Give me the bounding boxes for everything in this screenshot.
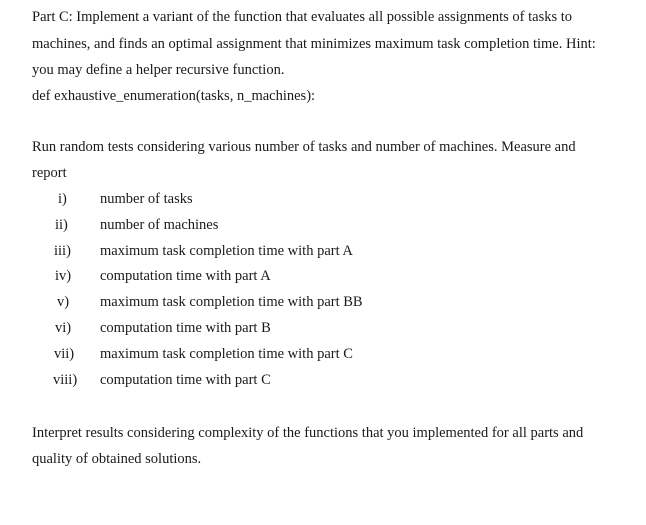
list-item-number: viii) (53, 372, 78, 388)
list-item-number: ii) (55, 217, 68, 233)
list-item-text: number of tasks (100, 191, 193, 207)
interpret-line-1: Interpret results considering complexity of the functions that you implemented for all parts and (32, 425, 584, 441)
tests-line-1: Run random tests considering various number of tasks and number of machines. Measure and (32, 139, 576, 155)
list-item-number: vi) (55, 320, 72, 336)
list-item-text: computation time with part C (100, 372, 271, 388)
part-c-line-3: you may define a helper recursive function. (32, 62, 285, 78)
part-c-line-2: machines, and finds an optimal assignment that minimizes maximum task completion time. Hint: (32, 36, 596, 52)
list-item-text: number of machines (100, 217, 219, 233)
list-item-text: maximum task completion time with part BB (100, 294, 363, 310)
list-item-number: i) (58, 191, 67, 207)
list-item-number: vii) (54, 346, 75, 362)
list-item-number: v) (57, 294, 70, 310)
list-item-text: computation time with part A (100, 268, 271, 284)
code-signature: def exhaustive_enumeration(tasks, n_machines): (32, 88, 316, 104)
list-item-text: maximum task completion time with part A (100, 243, 353, 259)
list-item-text: computation time with part B (100, 320, 271, 336)
tests-line-2: report (32, 165, 67, 181)
part-c-line-1: Part C: Implement a variant of the function that evaluates all possible assignments of tasks to (32, 9, 573, 25)
list-item-number: iv) (55, 268, 72, 284)
interpret-line-2: quality of obtained solutions. (32, 451, 202, 467)
list-item-text: maximum task completion time with part C (100, 346, 353, 362)
list-item-number: iii) (54, 243, 71, 259)
